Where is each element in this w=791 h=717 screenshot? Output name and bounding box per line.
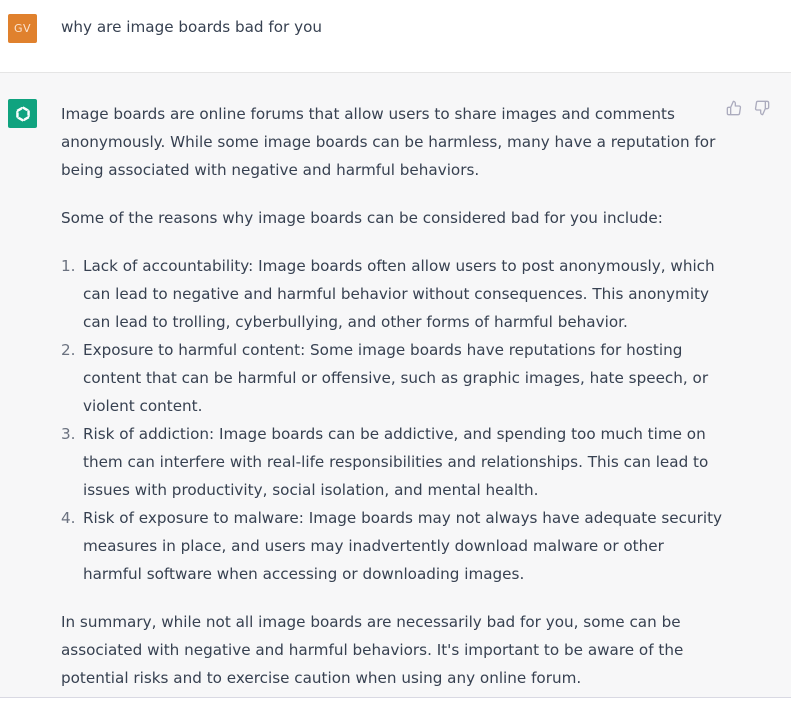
answer-lead: Some of the reasons why image boards can be considered bad for you include: — [61, 209, 663, 227]
answer-intro: Image boards are online forums that allow users to share images and comments anonymously. While some image boards can be harmless, many have a reputation for being associated with negative and harmful behaviors. — [61, 105, 716, 179]
list-item-number: 1. — [61, 257, 76, 275]
user-message-text: why are image boards bad for you — [61, 18, 323, 36]
user-avatar: GV — [8, 14, 37, 43]
thumbs-up-icon[interactable] — [725, 99, 743, 117]
openai-logo-icon — [8, 99, 37, 128]
list-item-text: Risk of addiction: Image boards can be addictive, and spending too much time on them can interfere with real-life responsibilities and relationships. This can lead to issues with productivity, social isolation, and mental health. — [83, 425, 709, 499]
list-item — [61, 336, 726, 420]
thumbs-down-icon[interactable] — [753, 99, 771, 117]
list-item — [61, 504, 726, 588]
list-item-number: 4. — [61, 509, 76, 527]
answer-summary: In summary, while not all image boards are necessarily bad for you, some can be associated with negative and harmful behaviors. It's important to be aware of the potential risks and to exercise caution when using any online forum. — [61, 613, 684, 687]
list-item-number: 2. — [61, 341, 76, 359]
list-item-number: 3. — [61, 425, 76, 443]
list-item — [61, 420, 726, 504]
list-item — [61, 252, 726, 336]
assistant-message-row — [0, 73, 791, 698]
list-item-text: Lack of accountability: Image boards often allow users to post anonymously, which can lead to negative and harmful behavior without consequences. This anonymity can lead to trolling, cyberbullying, and other forms of harmful behavior. — [83, 257, 715, 331]
user-message-row — [0, 0, 791, 73]
list-item-text: Risk of exposure to malware: Image boards may not always have adequate security measures in place, and users may inadvertently download malware or other harmful software when accessing or downloading images. — [83, 509, 723, 583]
reasons-list — [61, 252, 726, 588]
assistant-answer — [61, 100, 726, 692]
list-item-text: Exposure to harmful content: Some image boards have reputations for hosting content that can be harmful or offensive, such as graphic images, hate speech, or violent content. — [83, 341, 709, 415]
